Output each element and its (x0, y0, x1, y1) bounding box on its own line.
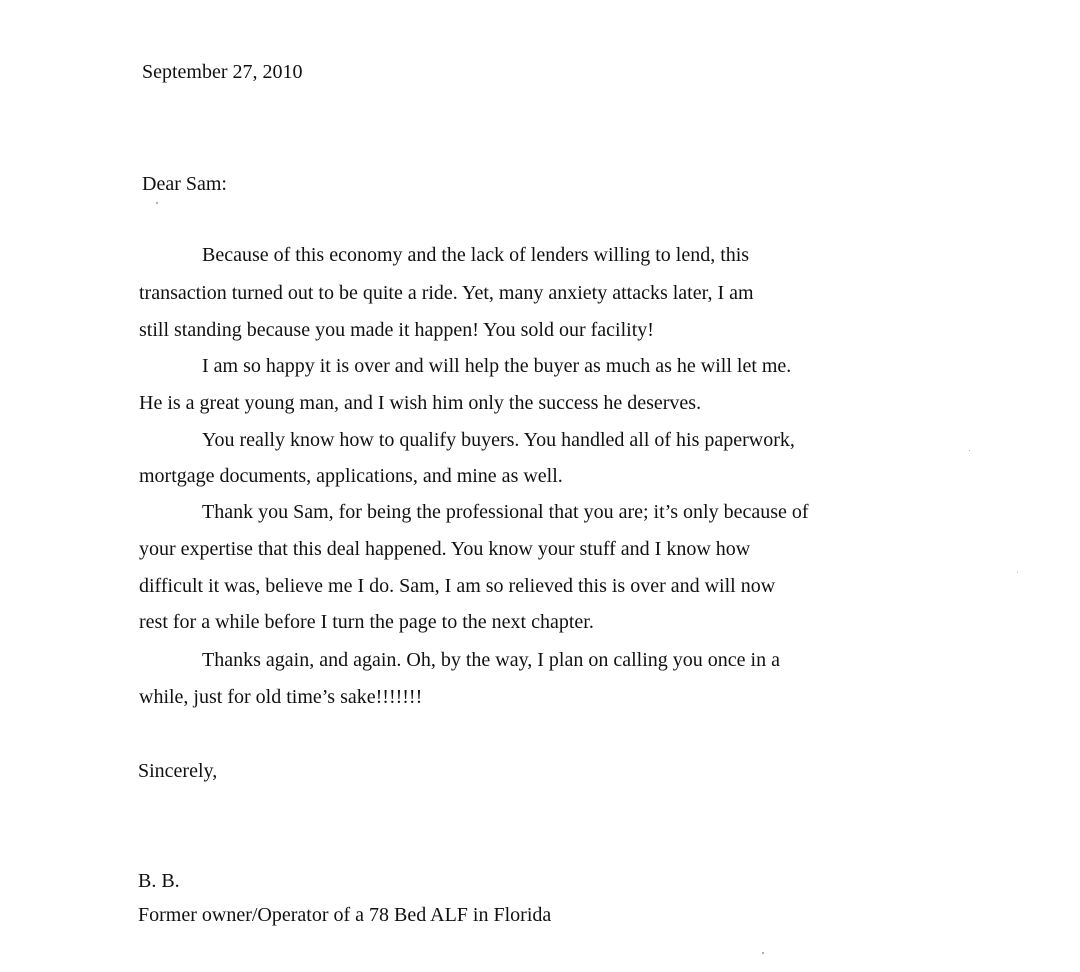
signer-name: B. B. (138, 870, 180, 892)
paragraph-4-line-3: difficult it was, believe me I do. Sam, I am so relieved this is over and will now (139, 575, 776, 597)
paragraph-2-line-1: I am so happy it is over and will help the buyer as much as he will let me. (202, 355, 792, 377)
paragraph-1-line-3: still standing because you made it happen! You sold our facility! (139, 319, 654, 341)
letter-date: September 27, 2010 (142, 61, 303, 83)
paragraph-4-line-1: Thank you Sam, for being the professional that you are; it’s only because of (202, 501, 809, 523)
scan-speck (762, 952, 764, 954)
signer-title: Former owner/Operator of a 78 Bed ALF in Florida (138, 904, 552, 926)
paragraph-2-line-2: He is a great young man, and I wish him only the success he deserves. (139, 392, 702, 414)
paragraph-1-line-1: Because of this economy and the lack of lenders willing to lend, this (202, 244, 750, 266)
scan-speck (969, 450, 970, 451)
paragraph-5-line-1: Thanks again, and again. Oh, by the way, I plan on calling you once in a (202, 649, 780, 671)
paragraph-5-line-2: while, just for old time’s sake!!!!!!! (139, 686, 423, 708)
paragraph-1-line-2: transaction turned out to be quite a ride. Yet, many anxiety attacks later, I am (139, 282, 754, 304)
paragraph-4-line-2: your expertise that this deal happened. You know your stuff and I know how (139, 538, 751, 560)
scan-speck (156, 202, 158, 204)
closing: Sincerely, (138, 760, 218, 782)
paragraph-4-line-4: rest for a while before I turn the page to the next chapter. (139, 611, 594, 633)
scan-speck (1017, 572, 1018, 573)
salutation: Dear Sam: (142, 173, 227, 195)
paragraph-3-line-2: mortgage documents, applications, and mine as well. (139, 465, 563, 487)
paragraph-3-line-1: You really know how to qualify buyers. You handled all of his paperwork, (202, 429, 795, 451)
